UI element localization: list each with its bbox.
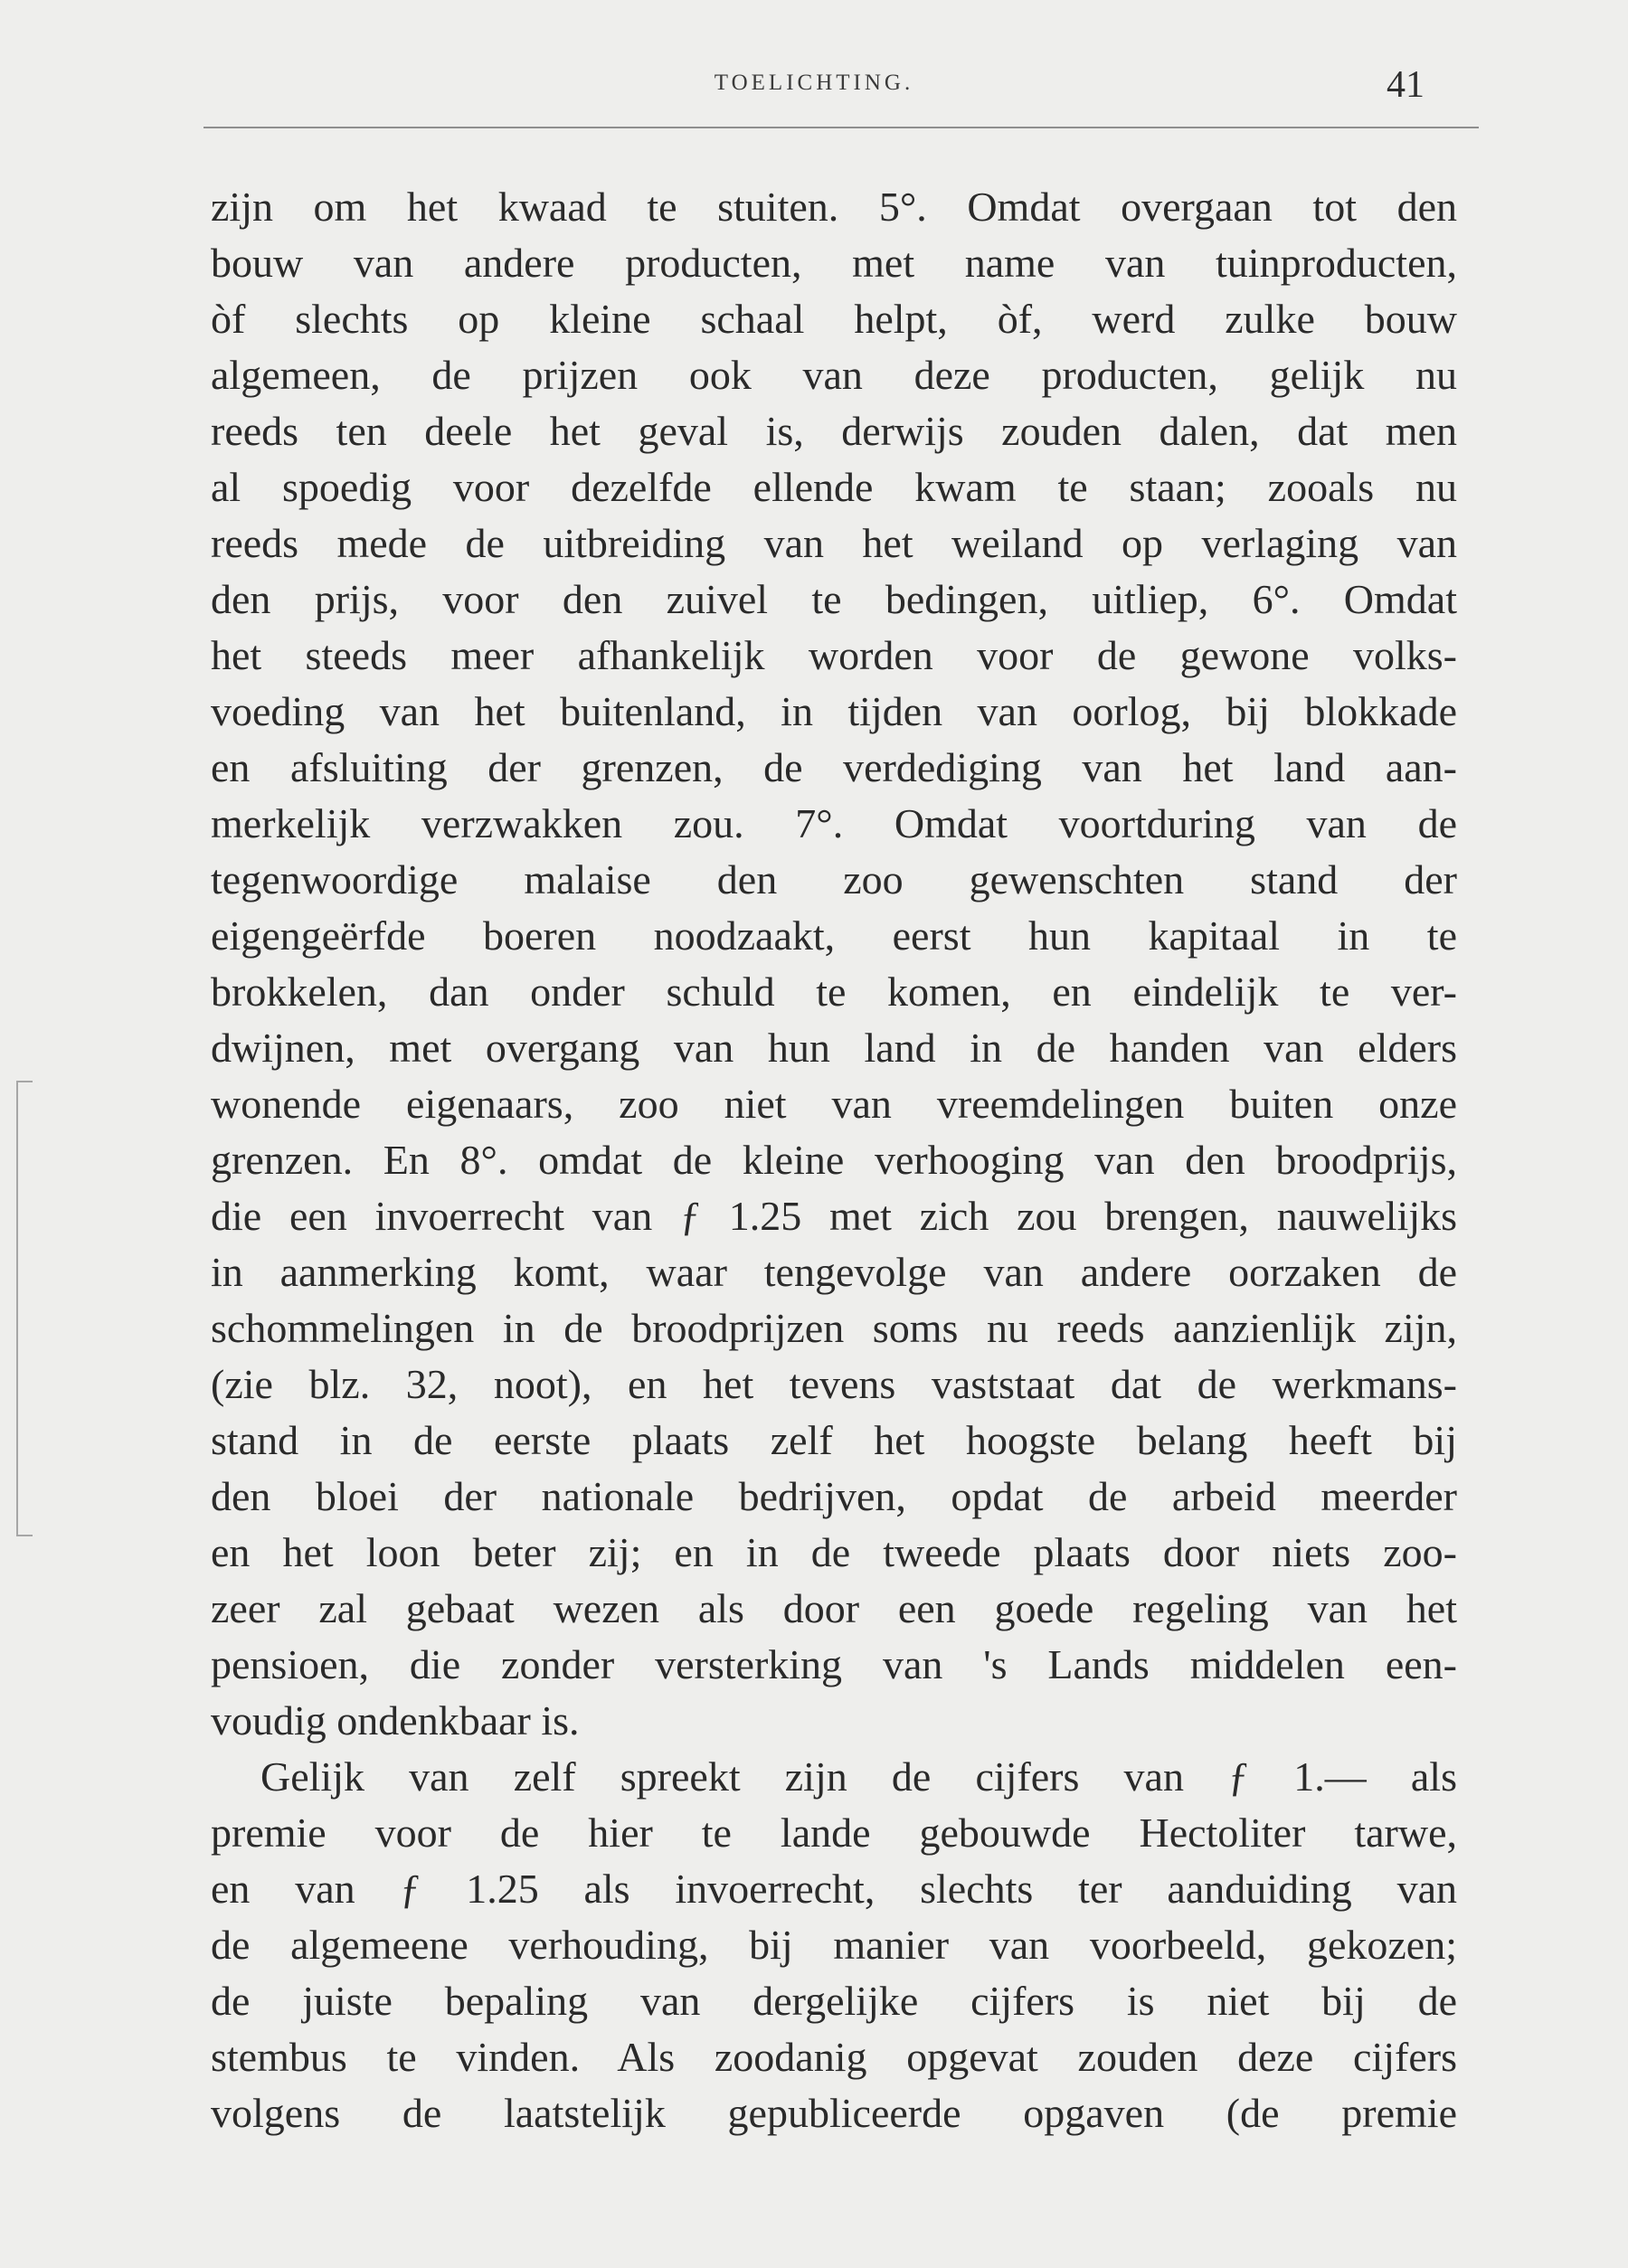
- page-header: [0, 0, 1628, 145]
- text-line: grenzen. En 8°. omdat de kleine verhooging van den broodprijs,: [211, 1137, 1457, 1183]
- text-line: de algemeene verhouding, bij manier van voorbeeld, gekozen;: [211, 1922, 1457, 1968]
- text-line: volgens de laatstelijk gepubliceerde opgaven (de premie: [211, 2090, 1457, 2136]
- text-line: pensioen, die zonder versterking van 's Lands middelen een-: [211, 1641, 1457, 1687]
- text-line: al spoedig voor dezelfde ellende kwam te staan; zooals nu: [211, 464, 1457, 510]
- text-line: merkelijk verzwakken zou. 7°. Omdat voortduring van de: [211, 800, 1457, 846]
- text-line: (zie blz. 32, noot), en het tevens vaststaat dat de werkmans-: [211, 1361, 1457, 1407]
- running-title: TOELICHTING.: [714, 71, 914, 95]
- paragraph-first-line: Gelijk van zelf spreekt zijn de cijfers van ƒ 1.— als: [260, 1753, 1457, 1800]
- text-line: zeer zal gebaat wezen als door een goede regeling van het: [211, 1585, 1457, 1631]
- text-line: stembus te vinden. Als zoodanig opgevat zouden deze cijfers: [211, 2034, 1457, 2080]
- body-text: [211, 179, 1457, 2141]
- text-line: en het loon beter zij; en in de tweede plaats door niets zoo-: [211, 1529, 1457, 1575]
- text-line: dwijnen, met overgang van hun land in de handen van elders: [211, 1025, 1457, 1071]
- text-line: tegenwoordige malaise den zoo gewenschten stand der: [211, 856, 1457, 902]
- text-line: premie voor de hier te lande gebouwde Hectoliter tarwe,: [211, 1810, 1457, 1856]
- text-line: brokkelen, dan onder schuld te komen, en eindelijk te ver-: [211, 969, 1457, 1015]
- text-line: voeding van het buitenland, in tijden van oorlog, bij blokkade: [211, 688, 1457, 734]
- text-line: zijn om het kwaad te stuiten. 5°. Omdat overgaan tot den: [211, 184, 1457, 230]
- text-line: en afsluiting der grenzen, de verdediging van het land aan-: [211, 744, 1457, 790]
- text-line: schommelingen in de broodprijzen soms nu reeds aanzienlijk zijn,: [211, 1305, 1457, 1351]
- text-line: bouw van andere producten, met name van tuinproducten,: [211, 240, 1457, 286]
- text-line: en van ƒ 1.25 als invoerrecht, slechts ter aanduiding van: [211, 1866, 1457, 1912]
- text-line: de juiste bepaling van dergelijke cijfers is niet bij de: [211, 1978, 1457, 2024]
- text-line: wonende eigenaars, zoo niet van vreemdelingen buiten onze: [211, 1081, 1457, 1127]
- paragraph-last-line: voudig ondenkbaar is.: [211, 1697, 580, 1744]
- text-line: stand in de eerste plaats zelf het hoogste belang heeft bij: [211, 1417, 1457, 1463]
- margin-bracket-mark: [16, 1081, 33, 1536]
- text-line: reeds mede de uitbreiding van het weiland op verlaging van: [211, 520, 1457, 566]
- page-number: 41: [1387, 64, 1424, 106]
- text-line: in aanmerking komt, waar tengevolge van andere oorzaken de: [211, 1249, 1457, 1295]
- text-line: het steeds meer afhankelijk worden voor de gewone volks-: [211, 632, 1457, 678]
- text-line: eigengeërfde boeren noodzaakt, eerst hun kapitaal in te: [211, 912, 1457, 959]
- text-line: algemeen, de prijzen ook van deze producten, gelijk nu: [211, 352, 1457, 398]
- text-line: den prijs, voor den zuivel te bedingen, uitliep, 6°. Omdat: [211, 576, 1457, 622]
- text-line: den bloei der nationale bedrijven, opdat de arbeid meerder: [211, 1473, 1457, 1519]
- header-rule: [204, 127, 1479, 128]
- text-line: òf slechts op kleine schaal helpt, òf, werd zulke bouw: [211, 296, 1457, 342]
- text-line: die een invoerrecht van ƒ 1.25 met zich zou brengen, nauwelijks: [211, 1193, 1457, 1239]
- text-line: reeds ten deele het geval is, derwijs zouden dalen, dat men: [211, 408, 1457, 454]
